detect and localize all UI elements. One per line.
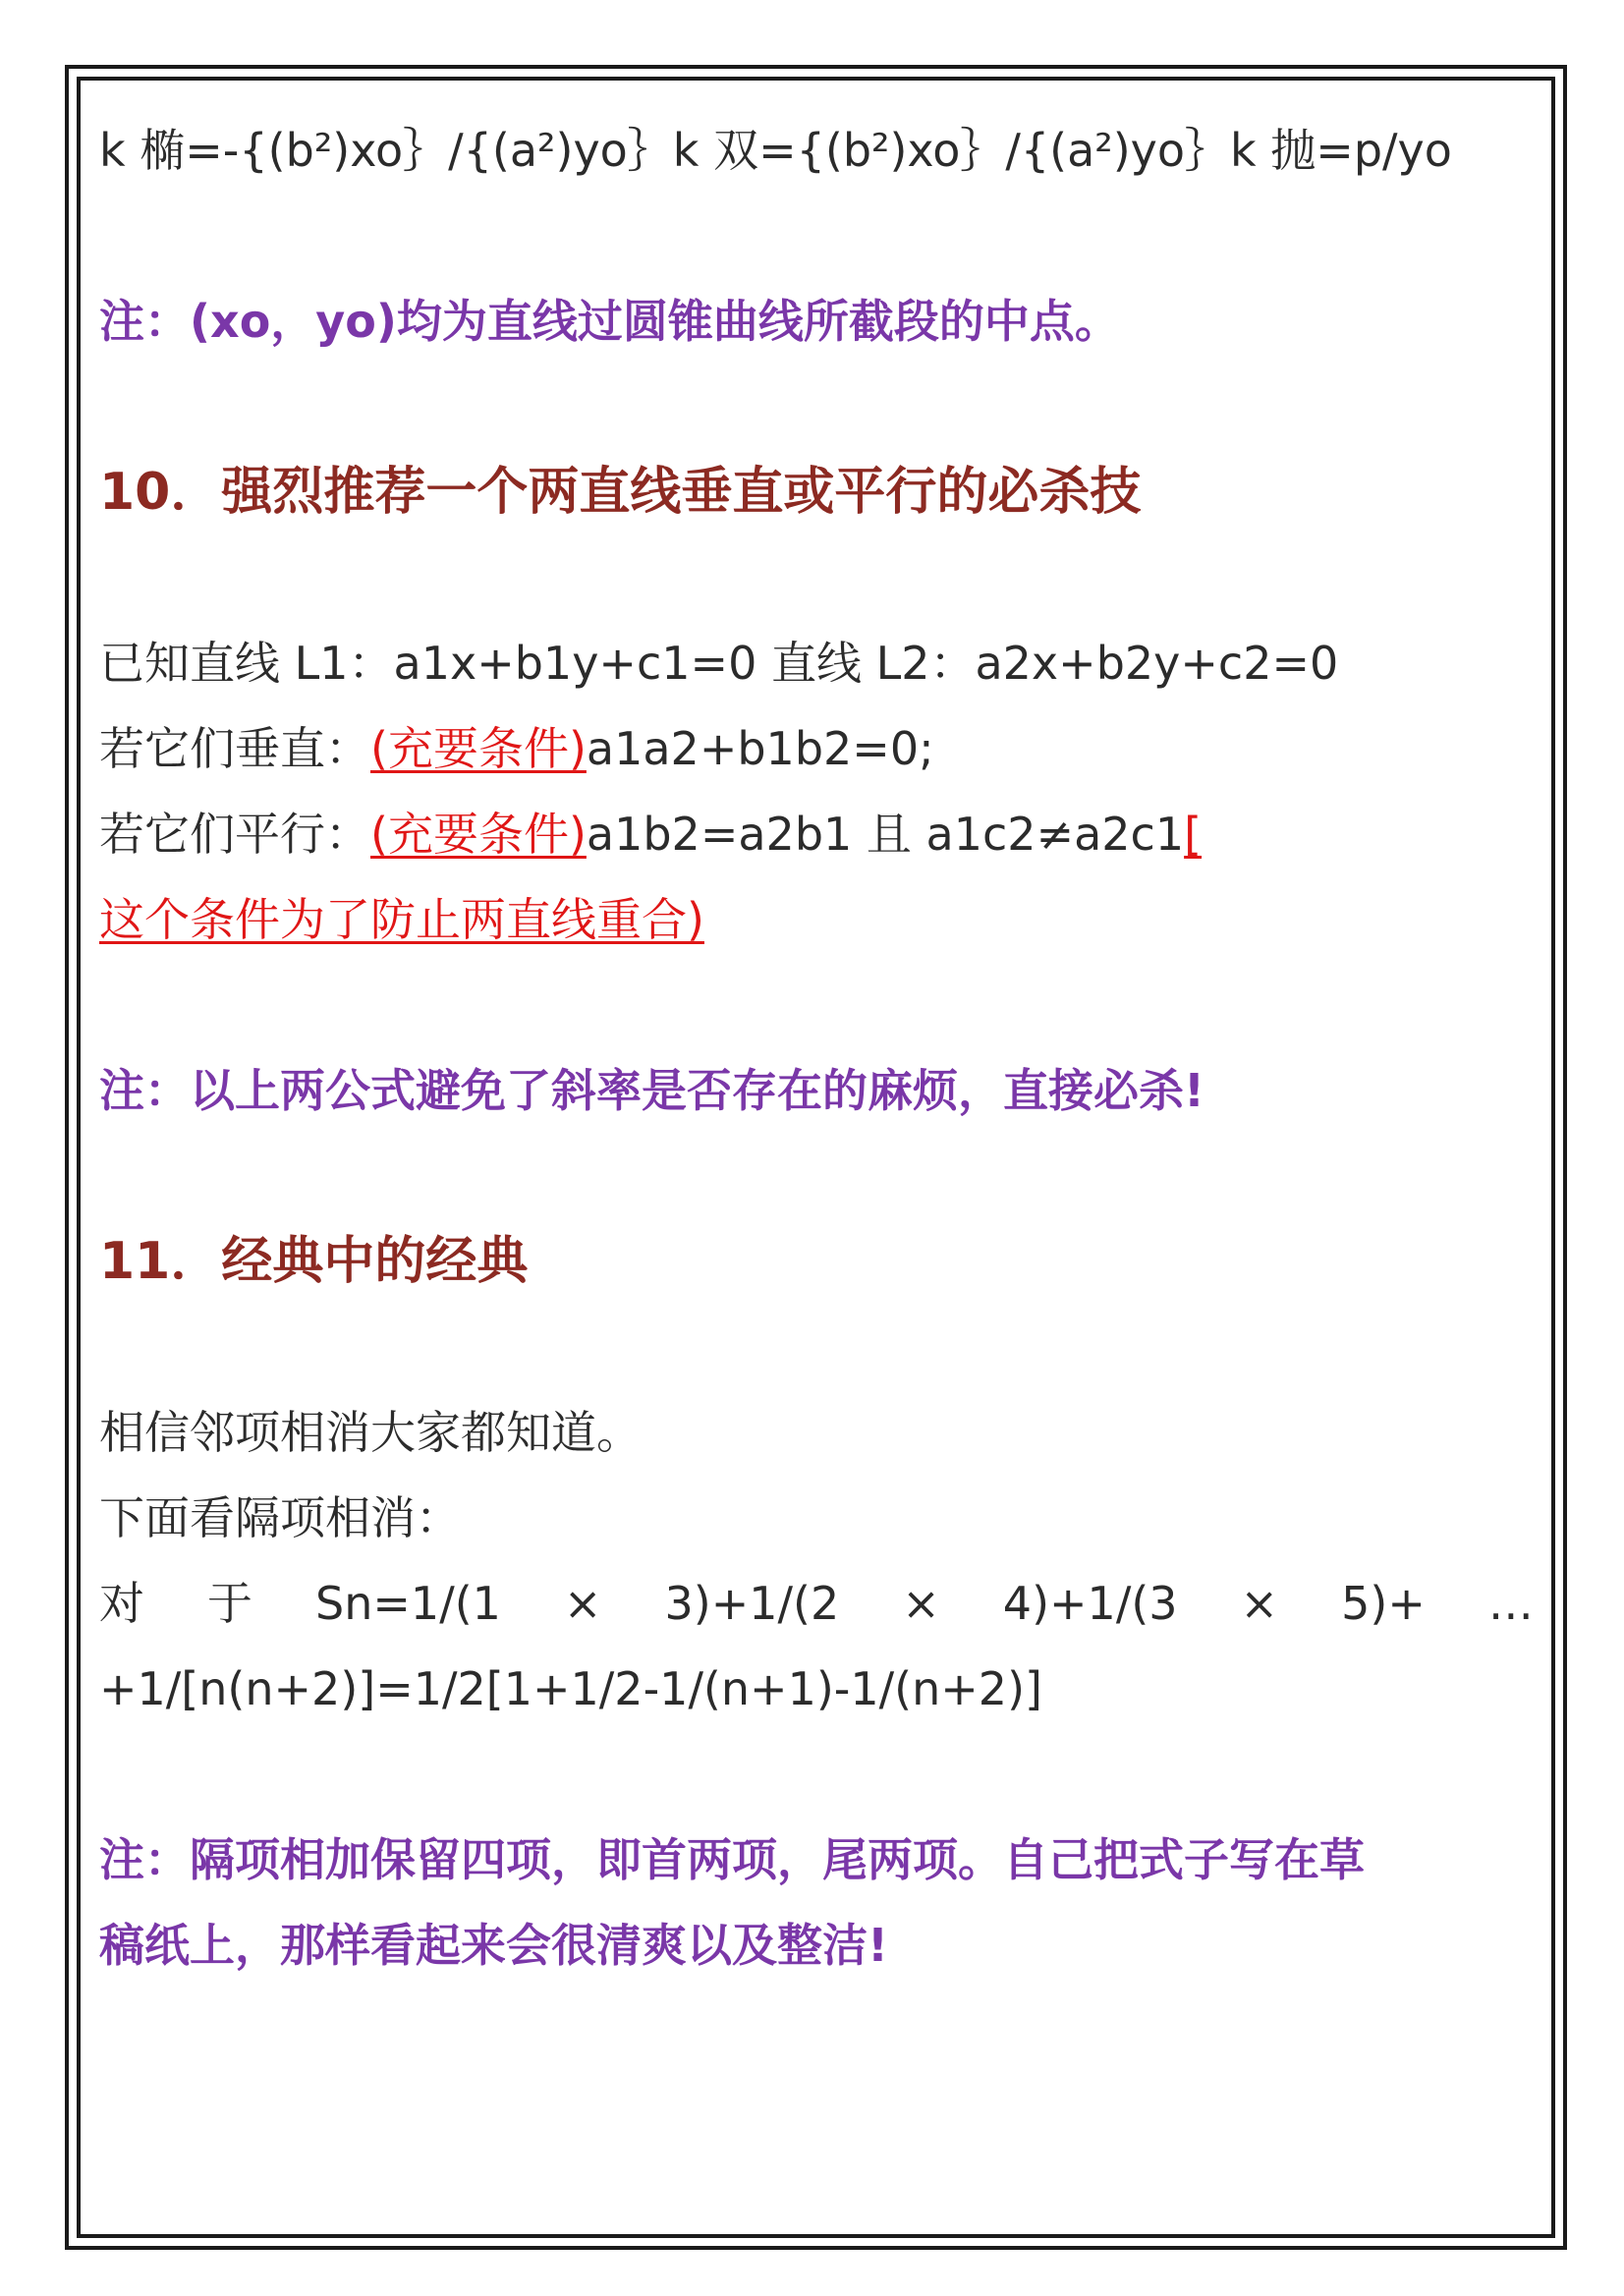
parallel-reason-line (99, 877, 1534, 963)
given-lines: 已知直线 L1：a1x+b1y+c1=0 直线 L2：a2x+b2y+c2=0 (99, 637, 1339, 690)
parallel-bracket: [ (1184, 808, 1203, 861)
sum-part: … (1487, 1577, 1534, 1630)
sum-part: × (563, 1577, 602, 1630)
parallel-equation: a1b2=a2b1 且 a1c2≠a2c1 (586, 808, 1185, 861)
sum-formula-line1 (99, 1561, 1534, 1647)
perpendicular-equation: a1a2+b1b2=0; (586, 722, 934, 775)
section-11-note-line1: 注：隔项相加保留四项，即首两项，尾两项。自己把式子写在草 (99, 1833, 1365, 1886)
section-11-note-line2: 稿纸上，那样看起来会很清爽以及整洁! (99, 1919, 888, 1972)
sum-part: 对 (99, 1577, 144, 1630)
sum-part: × (1240, 1577, 1279, 1630)
document-body (99, 108, 1534, 1988)
parallel-iff-label: (充要条件) (370, 808, 587, 861)
sum-part: Sn=1/(1 (315, 1577, 501, 1630)
section-10-note: 注：以上两公式避免了斜率是否存在的麻烦，直接必杀! (99, 1064, 1204, 1117)
section-10-heading: 10．强烈推荐一个两直线垂直或平行的必杀技 (99, 463, 1142, 522)
perpendicular-prefix: 若它们垂直： (99, 722, 370, 775)
sum-part: 3)+1/(2 (664, 1577, 840, 1630)
adjacent-cancel-line: 相信邻项相消大家都知道。 (99, 1406, 642, 1459)
perpendicular-condition (99, 706, 1534, 792)
sum-formula-line2: +1/[n(n+2)]=1/2[1+1/2-1/(n+1)-1/(n+2)] (99, 1662, 1042, 1715)
parallel-condition (99, 792, 1534, 877)
parallel-prefix: 若它们平行： (99, 808, 370, 861)
sum-part: 4)+1/(3 (1002, 1577, 1178, 1630)
conic-slope-formula: k 椭=-{(b²)xo｝/{(a²)yo｝k 双={(b²)xo｝/{(a²)yo｝k 抛=p/yo (99, 124, 1452, 177)
midpoint-note: 注：(xo，yo)均为直线过圆锥曲线所截段的中点。 (99, 295, 1120, 348)
sum-part: × (902, 1577, 940, 1630)
section-11-heading: 11．经典中的经典 (99, 1232, 529, 1291)
sum-part: 于 (207, 1577, 253, 1630)
alternate-cancel-intro: 下面看隔项相消： (99, 1491, 461, 1544)
parallel-reason: 这个条件为了防止两直线重合) (99, 893, 704, 946)
perpendicular-iff-label: (充要条件) (370, 722, 587, 775)
sum-part: 5)+ (1341, 1577, 1426, 1630)
